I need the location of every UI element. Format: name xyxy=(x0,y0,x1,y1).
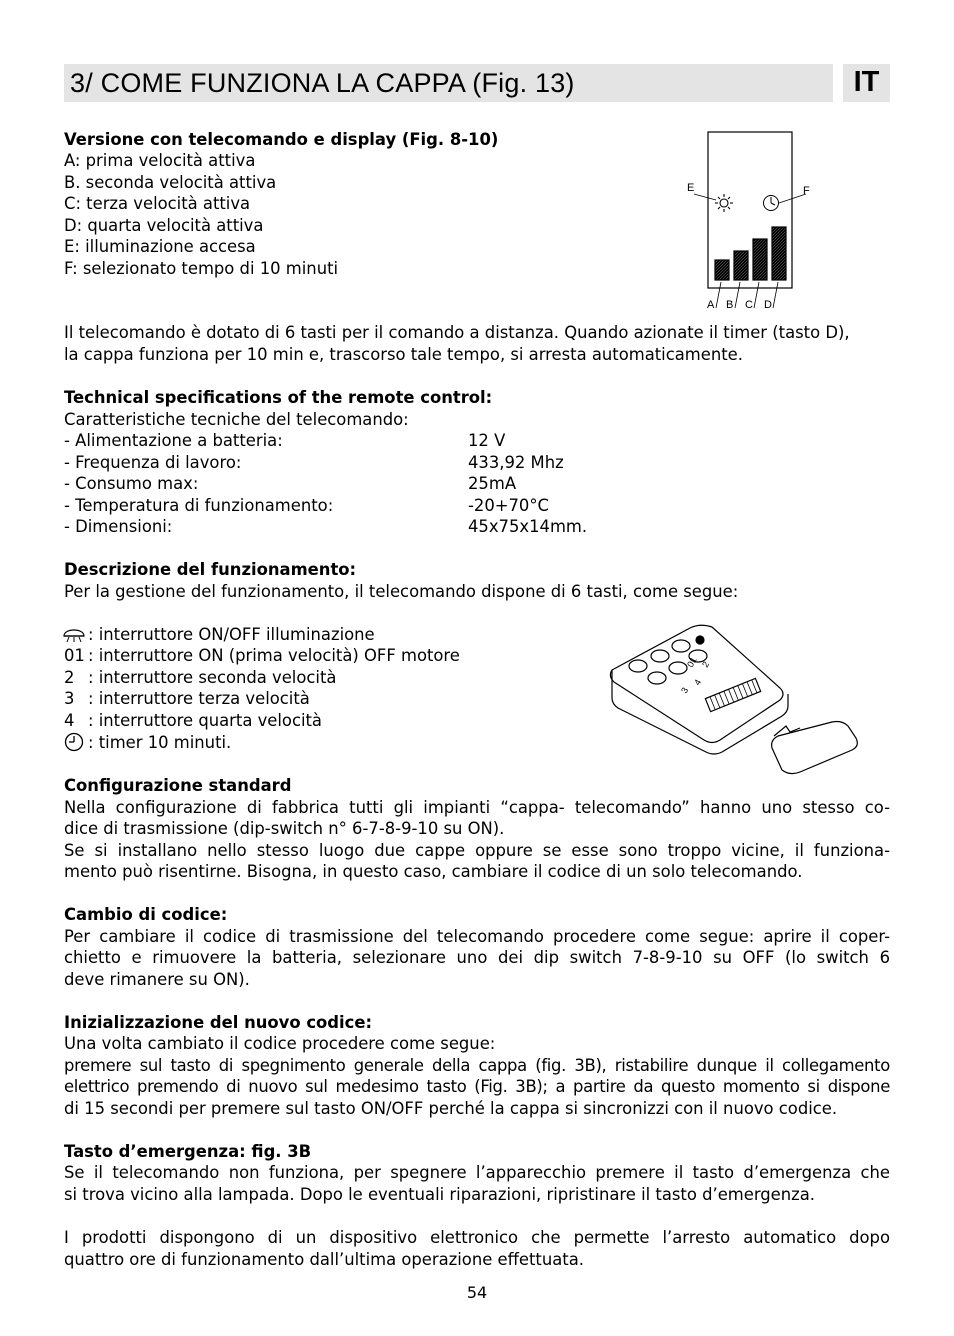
key-desc: : interruttore quarta velocità xyxy=(88,711,322,730)
emergency-line: si trova vicino alla lampada. Dopo le eventuali riparazioni, ripristinare il tasto d’emergenza. xyxy=(64,1185,816,1204)
remote-label: 4 xyxy=(692,677,704,687)
intro-line: Il telecomando è dotato di 6 tasti per il comando a distanza. Quando azionate il timer (tasto D), xyxy=(64,323,850,342)
spec-label: - Frequenza di lavoro: xyxy=(64,453,242,472)
spec-value: 433,92 Mhz xyxy=(468,453,564,472)
auto-stop-line: quattro ore di funzionamento dall’ultima operazione effettuata. xyxy=(64,1250,584,1269)
display-item: A: prima velocità attiva xyxy=(64,151,256,170)
spec-value: 25mA xyxy=(468,474,517,493)
display-item: D: quarta velocità attiva xyxy=(64,216,264,235)
display-heading: Versione con telecomando e display (Fig. 8-10) xyxy=(64,130,499,149)
speed-bar-b xyxy=(734,251,748,280)
init-line: Una volta cambiato il codice procedere come segue: xyxy=(64,1034,496,1053)
key-desc: : interruttore terza velocità xyxy=(88,689,310,708)
init-line: di 15 secondi per premere sul tasto ON/OFF perché la cappa si sincronizzi con il nuovo codice. xyxy=(64,1099,838,1118)
key-desc-timer: : timer 10 minuti. xyxy=(88,733,232,752)
code-change-heading: Cambio di codice: xyxy=(64,905,228,924)
remote-button xyxy=(672,640,690,652)
code-change-line: chietto e rimuovere la batteria, selezionare uno dei dip switch 7-8-9-10 su OFF (lo switch 6 xyxy=(64,948,890,967)
init-heading: Inizializzazione del nuovo codice: xyxy=(64,1013,373,1032)
spec-value: -20+70°C xyxy=(468,496,550,515)
timer-icon xyxy=(764,196,779,211)
key-symbol: 01 xyxy=(64,646,85,665)
key-desc-light: : interruttore ON/OFF illuminazione xyxy=(88,625,375,644)
display-item: B. seconda velocità attiva xyxy=(64,173,277,192)
page-title: 3/ COME FUNZIONA LA CAPPA (Fig. 13) xyxy=(70,68,575,98)
code-change-line: Per cambiare il codice di trasmissione del telecomando procedere come segue: aprire il coper- xyxy=(64,927,890,946)
battery-cover xyxy=(772,722,858,774)
remote-button xyxy=(651,650,669,662)
remote-button xyxy=(629,660,647,672)
config-heading: Configurazione standard xyxy=(64,776,292,795)
specs-subheading: Caratteristiche tecniche del telecomando: xyxy=(64,410,409,429)
display-figure xyxy=(680,128,820,314)
init-line: premere sul tasto di spegnimento generale della cappa (fig. 3B), ristabilire dunque il collegamento xyxy=(64,1056,890,1075)
auto-stop-line: I prodotti dispongono di un dispositivo elettronico che permette l’arresto automatico dopo xyxy=(64,1228,890,1247)
label-f: F xyxy=(803,185,810,197)
label-a: A xyxy=(707,299,715,311)
speed-bar-a xyxy=(715,260,729,280)
specs-heading: Technical specifications of the remote control: xyxy=(64,388,493,407)
speed-bar-c xyxy=(753,239,767,280)
language-label: IT xyxy=(853,66,880,98)
key-symbol: 4 xyxy=(64,711,75,730)
config-line: mento può risentirne. Bisogna, in questo caso, cambiare il codice di un solo telecomando. xyxy=(64,862,803,881)
label-d: D xyxy=(764,299,772,311)
spec-label: - Alimentazione a batteria: xyxy=(64,431,283,450)
remote-label: 3 xyxy=(679,685,691,695)
display-item: C: terza velocità attiva xyxy=(64,194,251,213)
key-symbol: 2 xyxy=(64,668,75,687)
intro-line: la cappa funziona per 10 min e, trascorso tale tempo, si arresta automaticamente. xyxy=(64,345,743,364)
init-line: elettrico premendo di nuovo sul medesimo tasto (Fig. 3B); a partire da questo momento si dispone xyxy=(64,1077,890,1096)
key-symbol: 3 xyxy=(64,689,75,708)
label-c: C xyxy=(745,299,753,311)
speed-bar-d xyxy=(772,227,786,280)
spec-value: 12 V xyxy=(468,431,506,450)
remote-led xyxy=(696,636,704,644)
light-icon xyxy=(715,194,733,212)
config-line: Nella configurazione di fabbrica tutti gli impianti “cappa- telecomando” hanno uno stesso co- xyxy=(64,798,890,817)
spec-label: - Temperatura di funzionamento: xyxy=(64,496,334,515)
key-desc: : interruttore ON (prima velocità) OFF motore xyxy=(88,646,460,665)
emergency-line: Se il telecomando non funziona, per spegnere l’apparecchio premere il tasto d’emergenza che xyxy=(64,1163,890,1182)
remote-label: 01 xyxy=(685,655,699,669)
label-b: B xyxy=(726,299,734,311)
emergency-heading: Tasto d’emergenza: fig. 3B xyxy=(64,1142,312,1161)
remote-button xyxy=(648,672,666,684)
spec-label: - Consumo max: xyxy=(64,474,199,493)
label-e: E xyxy=(687,182,695,194)
operation-intro: Per la gestione del funzionamento, il telecomando dispone di 6 tasti, come segue: xyxy=(64,582,739,601)
config-line: dice di trasmissione (dip-switch n° 6-7-8-9-10 su ON). xyxy=(64,819,505,838)
code-change-line: deve rimanere su ON). xyxy=(64,970,250,989)
remote-label: 2 xyxy=(700,659,712,669)
config-line: Se si installano nello stesso luogo due cappe oppure se esse sono troppo vicine, il funziona- xyxy=(64,841,890,860)
key-desc: : interruttore seconda velocità xyxy=(88,668,337,687)
clock-icon xyxy=(64,732,84,752)
spec-value: 45x75x14mm. xyxy=(468,517,588,536)
remote-figure xyxy=(600,620,870,782)
display-item: F: selezionato tempo di 10 minuti xyxy=(64,259,339,278)
light-bulb-icon xyxy=(62,626,88,644)
spec-label: - Dimensioni: xyxy=(64,517,173,536)
page-number: 54 xyxy=(466,1283,488,1302)
display-item: E: illuminazione accesa xyxy=(64,237,256,256)
callout-e xyxy=(694,194,716,200)
operation-heading: Descrizione del funzionamento: xyxy=(64,560,357,579)
